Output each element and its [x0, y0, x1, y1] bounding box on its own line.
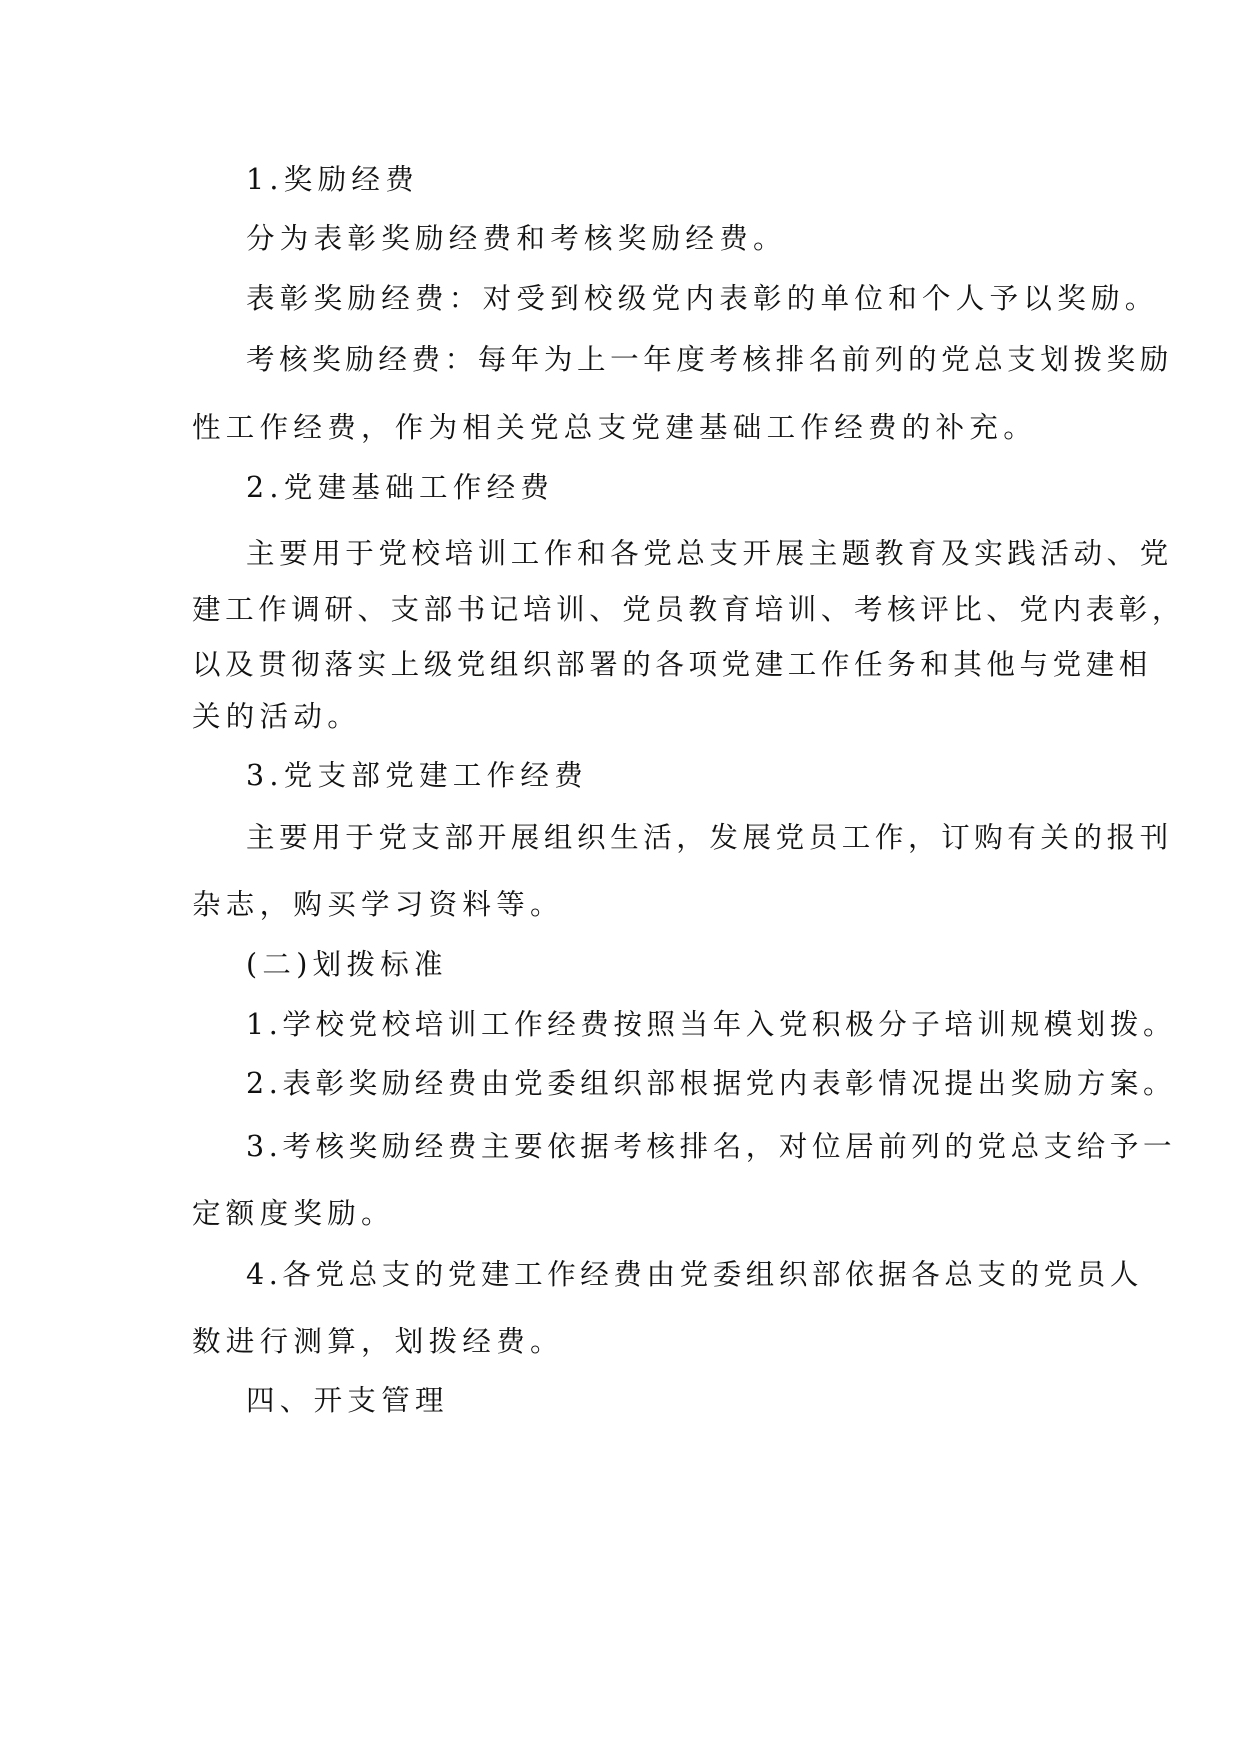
paragraph-line: 1.学校党校培训工作经费按照当年入党积极分子培训规模划拨。	[246, 1008, 1177, 1041]
heading-party-building-basic-funds: 2.党建基础工作经费	[246, 471, 555, 504]
heading-reward-funds: 1.奖励经费	[246, 163, 419, 196]
paragraph-line: 杂志，购买学习资料等。	[192, 888, 564, 921]
heading-allocation-standards: (二)划拨标准	[246, 948, 448, 981]
paragraph-line: 分为表彰奖励经费和考核奖励经费。	[246, 222, 787, 255]
paragraph-line: 3.考核奖励经费主要依据考核排名，对位居前列的党总支给予一	[246, 1130, 1177, 1163]
paragraph-line: 建工作调研、支部书记培训、党员教育培训、考核评比、党内表彰，	[192, 593, 1186, 626]
paragraph-line: 数进行测算，划拨经费。	[192, 1325, 564, 1358]
heading-expenditure-management: 四、开支管理	[246, 1384, 449, 1417]
paragraph-line: 4.各党总支的党建工作经费由党委组织部依据各总支的党员人	[246, 1258, 1143, 1291]
paragraph-line: 以及贯彻落实上级党组织部署的各项党建工作任务和其他与党建相	[192, 648, 1152, 681]
paragraph-line: 考核奖励经费：每年为上一年度考核排名前列的党总支划拨奖励	[246, 343, 1173, 376]
paragraph-line: 主要用于党校培训工作和各党总支开展主题教育及实践活动、党	[246, 537, 1173, 570]
paragraph-line: 表彰奖励经费：对受到校级党内表彰的单位和个人予以奖励。	[246, 282, 1159, 315]
paragraph-line: 关的活动。	[192, 700, 362, 733]
paragraph-line: 性工作经费，作为相关党总支党建基础工作经费的补充。	[192, 411, 1038, 444]
paragraph-line: 定额度奖励。	[192, 1197, 395, 1230]
paragraph-line: 2.表彰奖励经费由党委组织部根据党内表彰情况提出奖励方案。	[246, 1067, 1177, 1100]
heading-branch-party-funds: 3.党支部党建工作经费	[246, 759, 588, 792]
paragraph-line: 主要用于党支部开展组织生活，发展党员工作，订购有关的报刊	[246, 821, 1173, 854]
